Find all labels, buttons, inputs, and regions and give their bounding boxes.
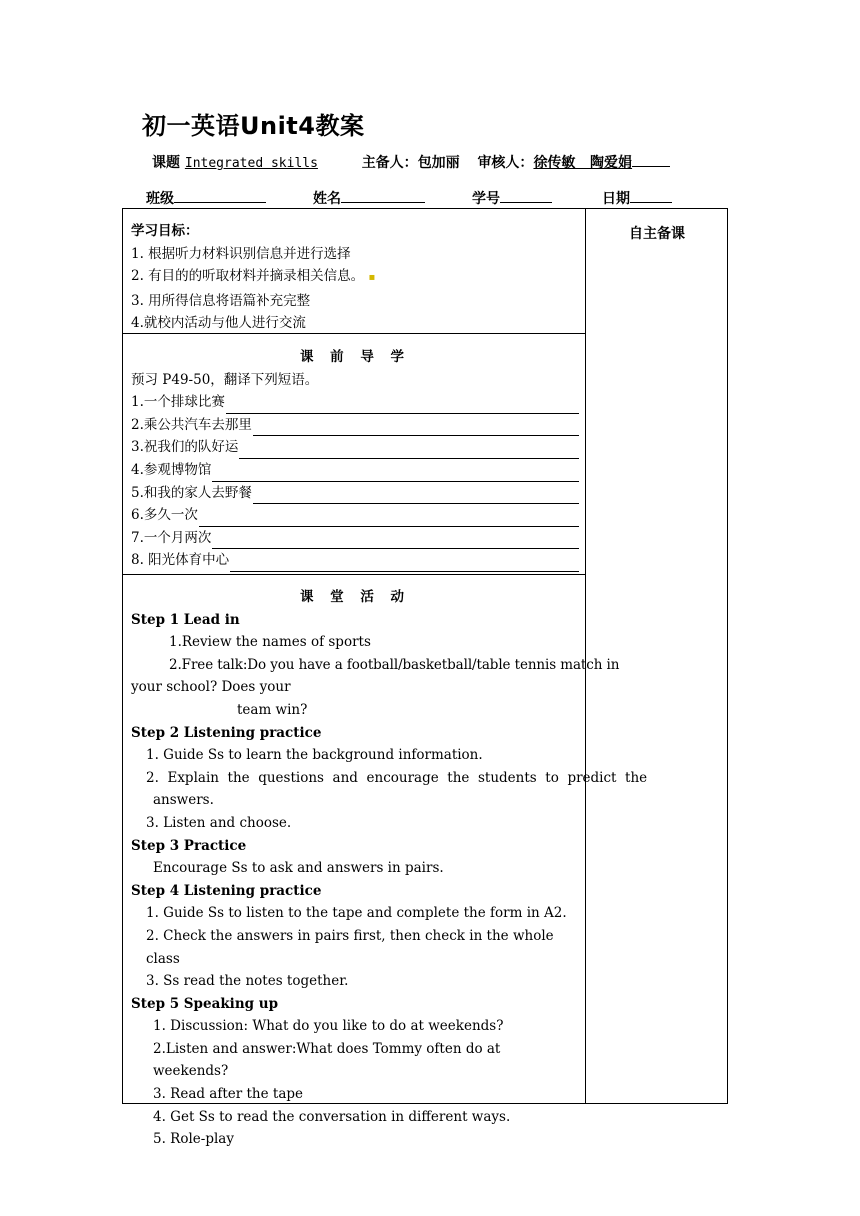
objective-item: 2. 有目的的听取材料并摘录相关信息。 ▪ xyxy=(131,268,376,285)
step-line: your school? Does your xyxy=(131,679,291,696)
marker-icon: ▪ xyxy=(368,272,376,284)
header-line xyxy=(152,152,670,172)
objective-item: 1. 根据听力材料识别信息并进行选择 xyxy=(131,245,351,262)
step-title: Step 5 Speaking up xyxy=(131,995,279,1012)
step-line: 4. Get Ss to read the conversation in different ways. xyxy=(153,1108,511,1125)
number-blank[interactable] xyxy=(500,188,552,203)
step-line: 2. Check the answers in pairs first, then check in the whole class xyxy=(146,927,554,967)
answer-blank[interactable] xyxy=(212,465,579,482)
preview-section xyxy=(131,346,579,572)
lesson-table xyxy=(122,208,728,1148)
phrase-row: 4.参观博物馆 xyxy=(131,459,579,482)
document-title: 初一英语Unit4教案 xyxy=(142,112,365,140)
answer-blank[interactable] xyxy=(253,487,579,504)
objectives-section xyxy=(131,220,579,335)
date-blank[interactable] xyxy=(630,188,672,203)
step-line: 1. Discussion: What do you like to do at weekends? xyxy=(153,1018,504,1035)
step-line: 3. Ss read the notes together. xyxy=(146,973,349,990)
step-line: 2. Explain the questions and encourage the students to predict the xyxy=(146,769,648,786)
objectives-heading: 学习目标： xyxy=(131,223,199,239)
step-title: Step 4 Listening practice xyxy=(131,882,322,899)
preparer-label: 主备人： xyxy=(361,155,418,171)
step-line: team win? xyxy=(237,701,308,718)
activities-heading: 课 堂 活 动 xyxy=(299,589,411,605)
topic-label: 课题 xyxy=(152,155,180,171)
date-label: 日期 xyxy=(602,191,630,207)
preview-intro: 预习 P49-50，翻译下列短语。 xyxy=(131,371,319,388)
phrase-row: 6.多久一次 xyxy=(131,504,579,527)
objective-item: 4.就校内活动与他人进行交流 xyxy=(131,315,306,332)
self-prep-heading: 自主备课 xyxy=(629,226,685,242)
step-line: 1.Review the names of sports xyxy=(169,634,371,651)
name-blank[interactable] xyxy=(341,188,425,203)
phrase-row: 8. 阳光体育中心 xyxy=(131,549,579,572)
phrase-row: 2.乘公共汽车去那里 xyxy=(131,414,579,437)
date-field xyxy=(602,188,672,208)
step-title: Step 1 Lead in xyxy=(131,611,240,628)
preparer-value: 包加丽 xyxy=(417,155,460,171)
topic-value: Integrated skills xyxy=(184,156,318,171)
row-divider xyxy=(123,574,585,575)
preview-heading: 课 前 导 学 xyxy=(299,349,411,365)
step-line: 1. Guide Ss to listen to the tape and complete the form in A2. xyxy=(146,905,567,922)
step-line: answers. xyxy=(153,792,214,809)
step-title: Step 3 Practice xyxy=(131,837,247,854)
number-field xyxy=(472,188,552,208)
answer-blank[interactable] xyxy=(226,397,579,414)
step-line: 2.Listen and answer:What does Tommy often do at weekends? xyxy=(153,1040,501,1080)
phrase-row: 5.和我的家人去野餐 xyxy=(131,482,579,505)
step-line: 5. Role-play xyxy=(153,1131,234,1148)
answer-blank[interactable] xyxy=(199,510,579,527)
step-line: 1. Guide Ss to learn the background information. xyxy=(146,747,483,764)
step-line: 3. Read after the tape xyxy=(153,1086,304,1103)
name-field xyxy=(313,188,425,208)
class-blank[interactable] xyxy=(174,188,266,203)
answer-blank[interactable] xyxy=(230,555,579,572)
class-field xyxy=(146,188,266,208)
step-line: 2.Free talk:Do you have a football/basketball/table tennis match in xyxy=(169,656,620,673)
name-label: 姓名 xyxy=(313,191,341,207)
phrase-row: 1.一个排球比赛 xyxy=(131,391,579,414)
class-label: 班级 xyxy=(146,191,174,207)
phrase-row: 3.祝我们的队好运 xyxy=(131,436,579,459)
answer-blank[interactable] xyxy=(239,442,579,459)
objective-item: 3. 用所得信息将语篇补充完整 xyxy=(131,292,311,309)
answer-blank[interactable] xyxy=(212,532,579,549)
step-line: Encourage Ss to ask and answers in pairs. xyxy=(153,860,444,877)
reviewer-value: 徐传敏 陶爱娟 xyxy=(533,155,633,171)
phrase-row: 7.一个月两次 xyxy=(131,527,579,550)
step-line: 3. Listen and choose. xyxy=(146,814,292,831)
answer-blank[interactable] xyxy=(253,419,579,436)
activities-section xyxy=(131,586,648,1151)
number-label: 学号 xyxy=(472,191,500,207)
reviewer-label: 审核人： xyxy=(477,155,534,171)
step-title: Step 2 Listening practice xyxy=(131,724,322,741)
